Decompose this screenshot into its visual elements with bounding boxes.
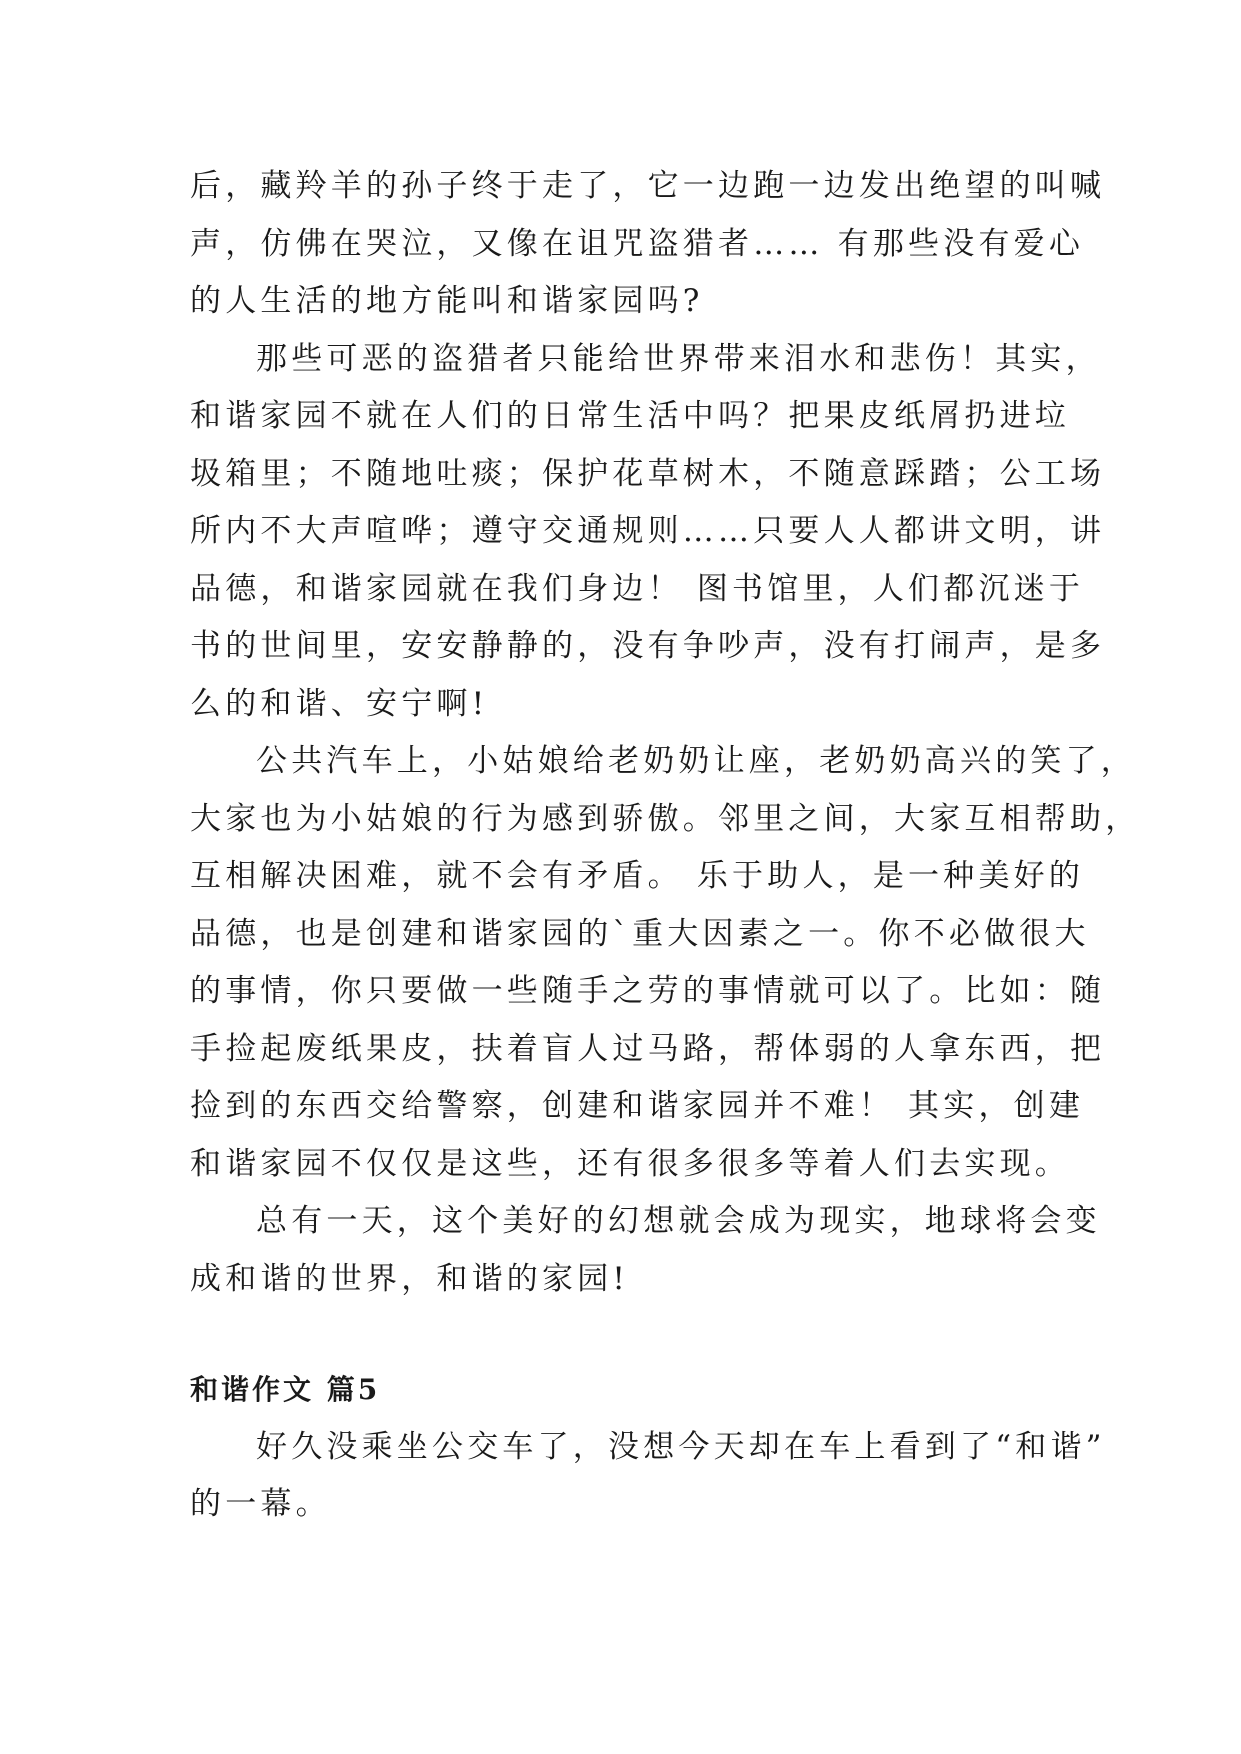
text-line: 好久没乘坐公交车了，没想今天却在车上看到了“和谐” — [256, 1428, 1106, 1465]
section-heading: 和谐作文 篇5 — [190, 1373, 381, 1406]
text-line: 大家也为小姑娘的行为感到骄傲。邻里之间，大家互相帮助， — [190, 800, 1141, 837]
text-line: 的一幕。 — [190, 1486, 331, 1522]
text-line: 么的和谐、安宁啊! — [190, 685, 489, 722]
text-line: 和谐家园不就在人们的日常生活中吗？把果皮纸屑扔进垃 — [190, 398, 1070, 434]
paragraph-2 — [190, 331, 1106, 734]
text-line: 品德，和谐家园就在我们身边！ 图书馆里，人们都沉迷于 — [190, 570, 1085, 607]
text-line: 公共汽车上，小姑娘给老奶奶让座，老奶奶高兴的笑了， — [256, 743, 1136, 779]
text-line: 圾箱里；不随地吐痰；保护花草树木，不随意踩踏；公工场 — [190, 455, 1106, 492]
text-line: 互相解决困难，就不会有矛盾。 乐于助人，是一种美好的 — [190, 858, 1085, 894]
text-line: 那些可恶的盗猎者只能给世界带来泪水和悲伤！其实， — [256, 340, 1101, 377]
text-line: 手捡起废纸果皮，扶着盲人过马路，帮体弱的人拿东西，把 — [190, 1030, 1106, 1067]
text-line: 的人生活的地方能叫和谐家园吗? — [190, 283, 704, 319]
paragraph-3 — [190, 733, 1141, 1193]
text-line: 书的世间里，安安静静的，没有争吵声，没有打闹声，是多 — [190, 628, 1106, 664]
text-line: 成和谐的世界，和谐的家园! — [190, 1260, 630, 1297]
closing-paragraph — [190, 1419, 1106, 1534]
text-line: 的事情，你只要做一些随手之劳的事情就可以了。比如：随 — [190, 973, 1106, 1009]
paragraph-4 — [190, 1193, 1101, 1308]
text-line: 品德，也是创建和谐家园的`重大因素之一。你不必做很大 — [190, 915, 1090, 952]
text-line: 所内不大声喧哗；遵守交通规则……只要人人都讲文明，讲 — [190, 513, 1106, 549]
text-line: 后，藏羚羊的孙子终于走了，它一边跑一边发出绝望的叫喊 — [190, 168, 1106, 204]
text-line: 总有一天，这个美好的幻想就会成为现实，地球将会变 — [256, 1203, 1101, 1239]
text-line: 声，仿佛在哭泣，又像在诅咒盗猎者…… 有那些没有爱心 — [190, 225, 1085, 262]
document-page — [190, 158, 1141, 1534]
text-line: 捡到的东西交给警察，创建和谐家园并不难！ 其实，创建 — [190, 1088, 1085, 1124]
text-line: 和谐家园不仅仅是这些，还有很多很多等着人们去实现。 — [190, 1145, 1070, 1182]
paragraph-1 — [190, 158, 1106, 331]
